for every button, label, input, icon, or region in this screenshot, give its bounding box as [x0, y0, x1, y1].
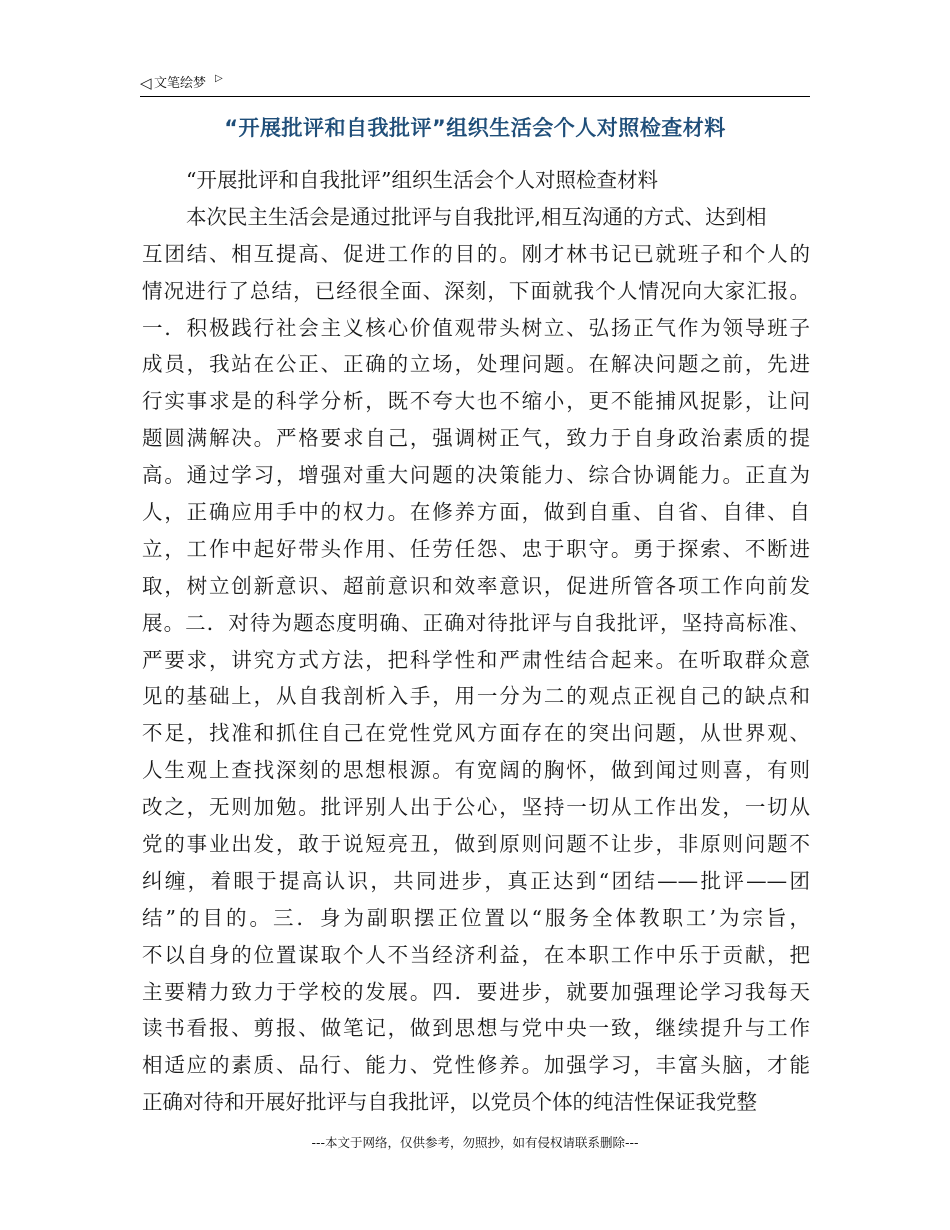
body-line: 结”的目的。三．身为副职摆正位置以“服务全体教职工’为宗旨， — [142, 905, 810, 930]
body-line: 人，正确应用手中的权力。在修养方面，做到自重、自省、自律、自 — [142, 500, 810, 525]
body-line: 展。二．对待为题态度明确、正确对待批评与自我批评，坚持高标准、 — [142, 610, 810, 635]
left-triangle-icon: ◁ — [140, 74, 152, 92]
body-line: 不足，找准和抓住自己在党性党风方面存在的突出问题，从世界观、 — [142, 721, 810, 746]
body-line: 相适应的素质、品行、能力、党性修养。加强学习，丰富头脑，才能 — [142, 1053, 810, 1078]
body-line: 人生观上查找深刻的思想根源。有宽阔的胸怀，做到闻过则喜，有则 — [142, 758, 810, 783]
body-line: 主要精力致力于学校的发展。四．要进步，就要加强理论学习我每天 — [142, 979, 810, 1004]
body-line: 一．积极践行社会主义核心价值观带头树立、弘扬正气作为领导班子 — [142, 315, 810, 340]
body-line: 行实事求是的科学分析，既不夸大也不缩小，更不能捕风捉影，让问 — [142, 389, 810, 414]
body-line: 成员，我站在公正、正确的立场，处理问题。在解决问题之前，先进 — [142, 352, 810, 377]
body-line: “开展批评和自我批评”组织生活会个人对照检查材料 — [186, 168, 658, 192]
body-line: 情况进行了总结，已经很全面、深刻，下面就我个人情况向大家汇报。 — [142, 278, 810, 303]
body-line: 严要求，讲究方式方法，把科学性和严肃性结合起来。在听取群众意 — [142, 647, 810, 672]
body-line: 不以自身的位置谋取个人不当经济利益，在本职工作中乐于贡献，把 — [142, 942, 810, 967]
body-line: 立，工作中起好带头作用、任劳任怨、忠于职守。勇于探索、不断进 — [142, 536, 810, 561]
body-line: 互团结、相互提高、促进工作的目的。刚才林书记已就班子和个人的 — [142, 241, 810, 266]
body-line: 题圆满解决。严格要求自己，强调树正气，致力于自身政治素质的提 — [142, 426, 810, 451]
body-line: 高。通过学习，增强对重大问题的决策能力、综合协调能力。正直为 — [142, 463, 810, 488]
body-line: 读书看报、剪报、做笔记，做到思想与党中央一致，继续提升与工作 — [142, 1016, 810, 1041]
header-brand: 文笔绘梦 — [154, 76, 207, 91]
document-body — [142, 162, 810, 1121]
right-triangle-icon: ▷ — [215, 73, 223, 84]
body-line: 改之，无则加勉。批评别人出于公心，坚持一切从工作出发，一切从 — [142, 795, 810, 820]
page-footer: ---本文于网络，仅供参考，勿照抄，如有侵权请联系删除--- — [311, 1135, 639, 1150]
page-header — [140, 72, 810, 97]
document-title: “开展批评和自我批评”组织生活会个人对照检查材料 — [224, 116, 726, 140]
body-line: 取，树立创新意识、超前意识和效率意识，促进所管各项工作向前发 — [142, 573, 810, 598]
body-line: 见的基础上，从自我剖析入手，用一分为二的观点正视自己的缺点和 — [142, 684, 810, 709]
body-line: 本次民主生活会是通过批评与自我批评,相互沟通的方式、达到相 — [186, 204, 767, 229]
body-line: 正确对待和开展好批评与自我批评，以党员个体的纯洁性保证我党整 — [142, 1090, 757, 1115]
body-line: 纠缠，着眼于提高认识，共同进步，真正达到“团结——批评——团 — [142, 868, 810, 893]
body-line: 党的事业出发，敢于说短亮丑，做到原则问题不让步，非原则问题不 — [142, 832, 810, 857]
